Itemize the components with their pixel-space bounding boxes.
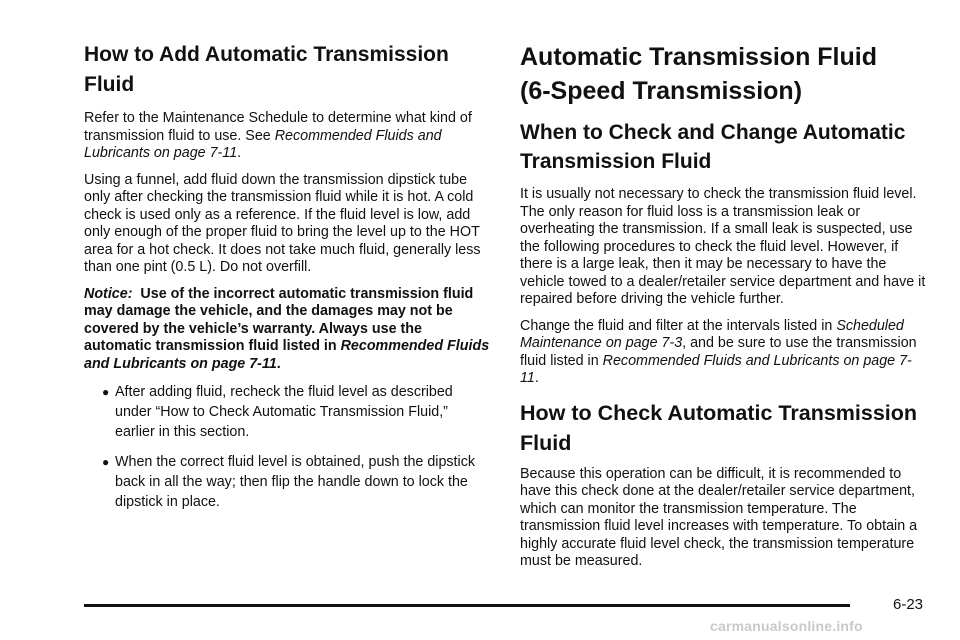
section-title-6-speed [520, 40, 930, 108]
paragraph-text: . [534, 370, 539, 386]
cross-reference-link[interactable]: Recommended Fluids and Lubricants on page 7-11 [520, 352, 912, 386]
paragraph-text: . [237, 145, 242, 161]
heading-line: How to Check Automatic Transmission [520, 400, 918, 425]
footer-rule [84, 604, 850, 607]
notice-text: Use of the incorrect automatic transmission fluid may damage the vehicle, and the damages may not be covered by the vehicle’s warranty. Always use the automatic transmission fluid listed in [84, 285, 474, 354]
heading-line: How to Add Automatic Transmission [84, 43, 449, 66]
heading-line: Fluid [84, 73, 135, 96]
paragraph-text: Change the fluid and filter at the intervals listed in [520, 317, 837, 334]
cross-reference-link[interactable]: Recommended Fluids and Lubricants on page 7-11 [84, 338, 490, 372]
paragraph-funnel: Using a funnel, add fluid down the transmission dipstick tube only after checking the transmission fluid while it is hot. A cold check is used only as a reference. If the fluid level is low, add only enough of the proper fluid to bring the level up to the HOT area for a hot check. It does not take much fluid, generally less than one pint (0.5 L). Do not overfill. [84, 171, 481, 275]
section-heading-add-fluid [84, 40, 490, 100]
paragraph-change-fluid [520, 318, 930, 388]
bullet-list [84, 382, 490, 512]
right-column [520, 40, 930, 580]
cross-reference-link[interactable]: Scheduled Maintenance on page 7-3 [520, 317, 904, 351]
subheading-how-to-check [520, 398, 930, 458]
title-line: (6-Speed Transmission) [520, 77, 803, 105]
list-item [84, 382, 490, 442]
bullet-icon: ● [102, 455, 110, 469]
title-line: Automatic Transmission Fluid [520, 43, 877, 71]
paragraph-usually-not-necessary: It is usually not necessary to check the transmission fluid level. The only reason for fluid loss is a transmission leak or overheating the transmission. If a small leak is suspected, use the following procedures to check the fluid level. However, if there is a large leak, then it may be necessary to have the vehicle towed to a dealer/retailer service department and have it repaired before driving the vehicle further. [520, 186, 926, 307]
left-column [84, 40, 490, 522]
paragraph-text: , and be sure to use the transmission fluid listed in [520, 335, 917, 369]
subheading-when-to-check [520, 118, 930, 176]
paragraph-difficult-operation: Because this operation can be difficult, it is recommended to have this check done at the dealer/retailer service department, which can monitor the transmission temperature. The transmission fluid level increases with temperature. To obtain a highly accurate fluid level check, the transmission temperature must be measured. [520, 465, 918, 569]
list-item [84, 452, 490, 512]
bullet-icon: ● [102, 385, 110, 399]
notice-text: . [276, 355, 281, 372]
heading-line: When to Check and Change Automatic [520, 121, 906, 144]
heading-line: Fluid [520, 430, 572, 455]
notice-block [84, 286, 490, 374]
watermark: carmanualsonline.info [710, 618, 863, 634]
heading-line: Transmission Fluid [520, 150, 712, 173]
list-item-text: After adding fluid, recheck the fluid level as described under “How to Check Automatic Transmission Fluid,” earlier in this section. [115, 384, 453, 440]
paragraph-refer [84, 110, 490, 163]
cross-reference-link[interactable]: Recommended Fluids and Lubricants on page 7-11 [84, 127, 442, 161]
notice-label: Notice: [84, 285, 133, 302]
list-item-text: When the correct fluid level is obtained, push the dipstick back in all the way; then flip the handle down to lock the dipstick in place. [115, 454, 475, 510]
page-number: 6-23 [893, 596, 924, 613]
paragraph-text: Refer to the Maintenance Schedule to determine what kind of transmission fluid to use. See [84, 110, 472, 144]
